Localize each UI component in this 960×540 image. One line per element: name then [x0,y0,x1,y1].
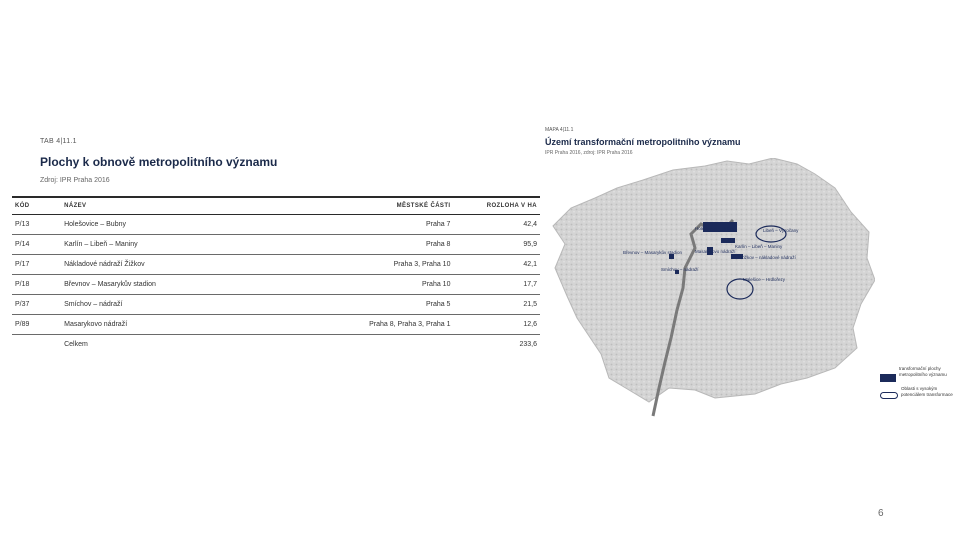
map-area-label: Karlín – Libeň – Maniny [735,244,783,249]
cell-district: Praha 10 [291,275,453,295]
map-area-label: Libeň – Vysočany [763,228,799,233]
cell-name: Holešovice – Bubny [61,215,291,235]
table-source: Zdroj: IPR Praha 2016 [40,177,110,184]
table-section [12,138,540,354]
cell-district: Praha 7 [291,215,453,235]
map-legend [880,366,960,403]
legend-item [880,386,960,399]
area-karlin [721,238,735,243]
city-outline [553,158,875,402]
table-header-row [12,197,540,215]
cell-code: P/37 [12,295,61,315]
map-area-label: Masarykovo nádraží [695,249,736,254]
map-area-label: Holešovice – Bubny [695,226,735,231]
table-label: TAB 4|11.1 [40,138,77,145]
legend-label: transformační plochy metropolitního významu [899,366,947,377]
cell-district: Praha 3, Praha 10 [291,255,453,275]
total-label: Celkem [64,341,88,348]
cell-area: 42,1 [453,255,540,275]
cell-code: P/17 [12,255,61,275]
cell-code: P/18 [12,275,61,295]
cell-code: P/14 [12,235,61,255]
header-name: NÁZEV [61,197,291,215]
cell-name: Břevnov – Masarykův stadion [61,275,291,295]
table-title: Plochy k obnově metropolitního významu [40,155,278,169]
map-area-label: Malešice – Hrdlořezy [743,277,786,282]
table-row [12,315,540,335]
cell-name: Masarykovo nádraží [61,315,291,335]
cell-name: Karlín – Libeň – Maniny [61,235,291,255]
cell-area: 21,5 [453,295,540,315]
legend-swatch-fill [880,374,896,382]
cell-area: 12,6 [453,315,540,335]
map-area-label: Žižkov – nákladové nádraží [741,255,796,260]
total-area: 233,6 [519,341,537,348]
cell-area: 95,9 [453,235,540,255]
areas-table [12,196,540,354]
table-row [12,255,540,275]
legend-label: Oblasti s vysokým potenciálem transformace [901,386,953,397]
cell-code: P/89 [12,315,61,335]
cell-district: Praha 8, Praha 3, Praha 1 [291,315,453,335]
table-row [12,295,540,315]
map-area-label: Břevnov – Masarykův stadion [623,250,683,255]
prague-map [545,158,875,430]
cell-code: P/13 [12,215,61,235]
legend-item [880,366,960,382]
header-code: KÓD [12,197,61,215]
legend-swatch-outline [880,392,898,399]
map-title: Území transformační metropolitního významu [545,137,741,147]
table-row [12,235,540,255]
map-area-label: Smíchov – nádraží [661,267,699,272]
page-number: 6 [878,508,884,519]
cell-district: Praha 8 [291,235,453,255]
map-source: IPR Praha 2016, zdroj: IPR Praha 2016 [545,150,633,156]
table-total-row [12,335,540,355]
table-row [12,215,540,235]
cell-district: Praha 5 [291,295,453,315]
cell-area: 42,4 [453,215,540,235]
cell-name: Nákladové nádraží Žižkov [61,255,291,275]
table-row [12,275,540,295]
map-label: MAPA 4|11.1 [545,127,574,133]
cell-area: 17,7 [453,275,540,295]
header-district: MĚSTSKÉ ČÁSTI [291,197,453,215]
header-area: ROZLOHA V HA [453,197,540,215]
cell-name: Smíchov – nádraží [61,295,291,315]
